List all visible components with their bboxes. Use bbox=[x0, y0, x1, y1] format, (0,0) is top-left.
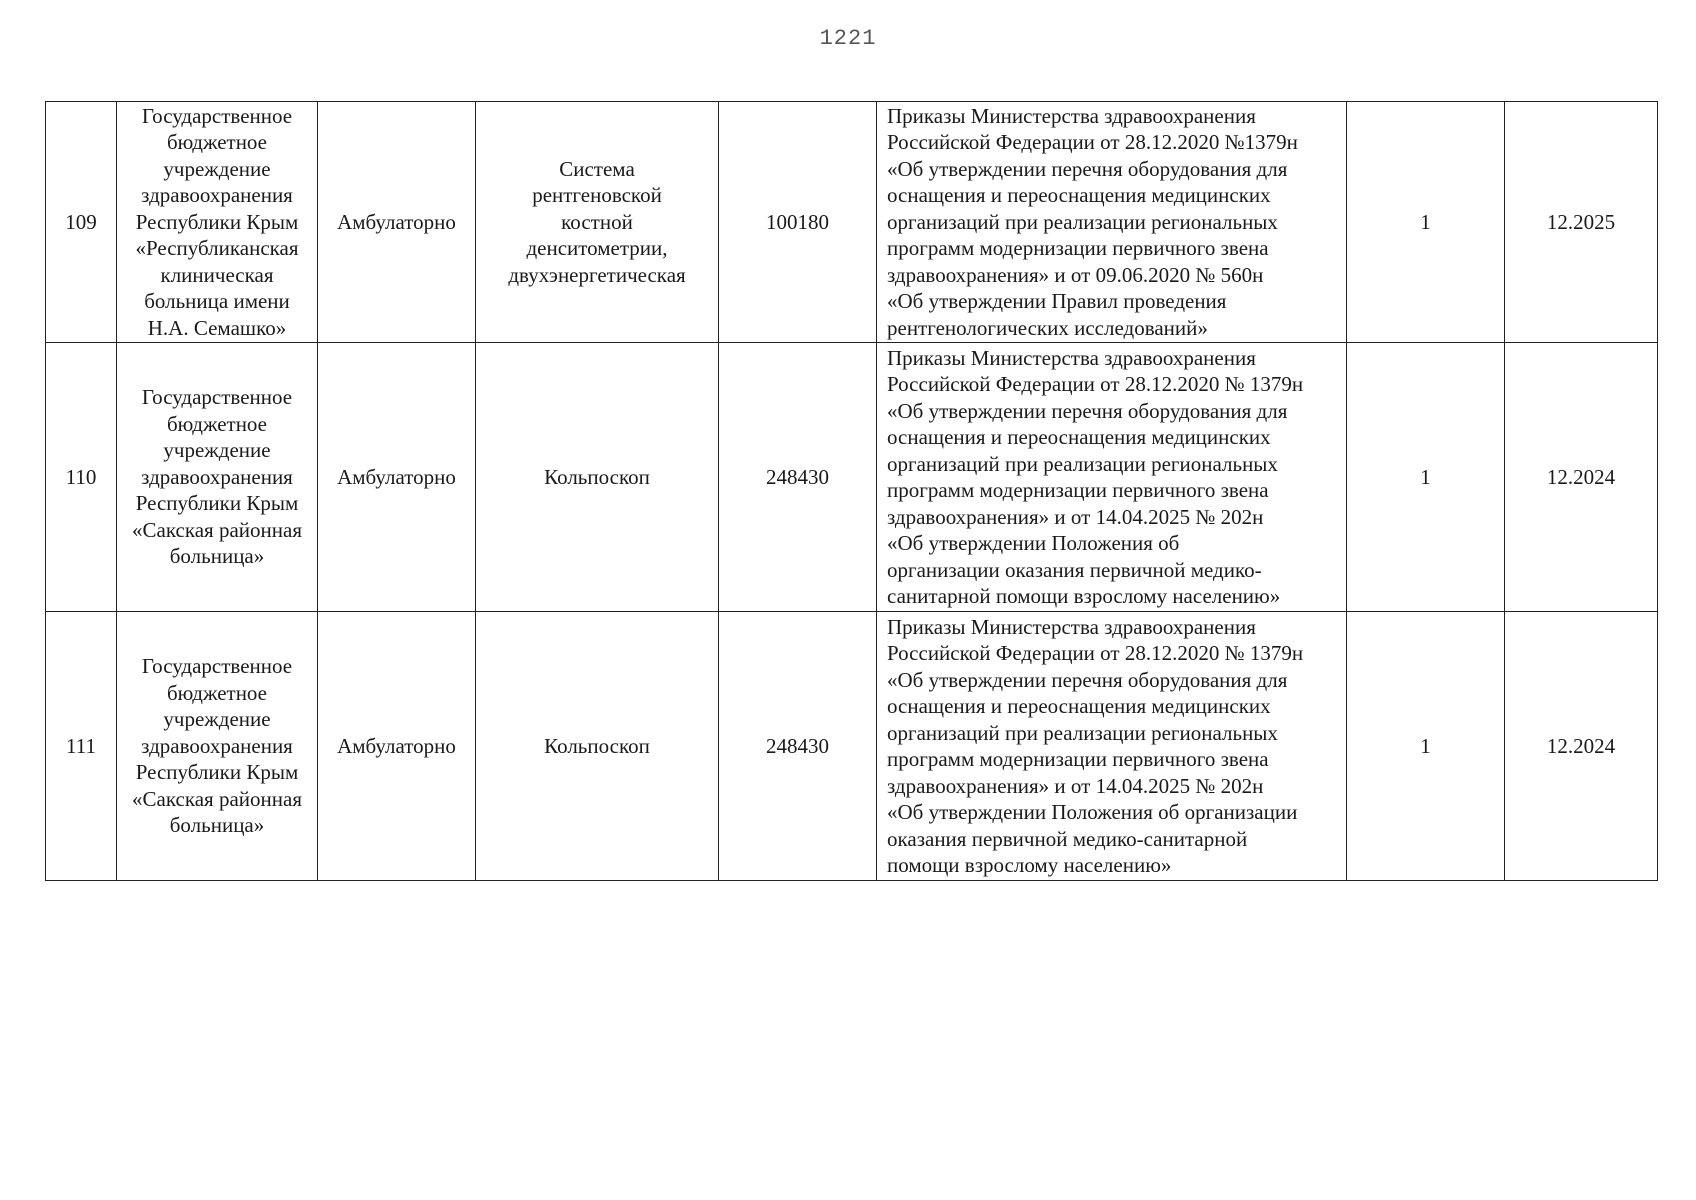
care-condition: Амбулаторно bbox=[318, 612, 476, 881]
legal-basis: Приказы Министерства здравоохранения Российской Федерации от 28.12.2020 №1379н «Об утверждении перечня оборудования для оснащения и переоснащения медицинских организаций при реализации региональных программ модернизации первичного звена здравоохранения» и от 09.06.2020 № 560н «Об утверждении Правил проведения рентгенологических исследований» bbox=[877, 102, 1347, 343]
equipment-name: Кольпоскоп bbox=[476, 612, 719, 881]
table-row bbox=[46, 102, 1658, 343]
table-row bbox=[46, 343, 1658, 612]
quantity: 1 bbox=[1347, 612, 1505, 881]
equipment-name: Система рентгеновской костной денситометрии, двухэнергетическая bbox=[476, 102, 719, 343]
legal-basis: Приказы Министерства здравоохранения Российской Федерации от 28.12.2020 № 1379н «Об утверждении перечня оборудования для оснащения и переоснащения медицинских организаций при реализации региональных программ модернизации первичного звена здравоохранения» и от 14.04.2025 № 202н «Об утверждении Положения об организации оказания первичной медико-санитарной помощи взрослому населению» bbox=[877, 612, 1347, 881]
equipment-name: Кольпоскоп bbox=[476, 343, 719, 612]
institution-name: Государственное бюджетное учреждение здравоохранения Республики Крым «Сакская районная больница» bbox=[117, 612, 318, 881]
row-number: 110 bbox=[46, 343, 117, 612]
page-number: 1221 bbox=[819, 26, 877, 51]
delivery-date: 12.2024 bbox=[1505, 343, 1658, 612]
quantity: 1 bbox=[1347, 102, 1505, 343]
equipment-code: 100180 bbox=[719, 102, 877, 343]
row-number: 111 bbox=[46, 612, 117, 881]
care-condition: Амбулаторно bbox=[318, 102, 476, 343]
equipment-register-table bbox=[45, 101, 1658, 881]
row-number: 109 bbox=[46, 102, 117, 343]
care-condition: Амбулаторно bbox=[318, 343, 476, 612]
equipment-code: 248430 bbox=[719, 343, 877, 612]
table-row bbox=[46, 612, 1658, 881]
delivery-date: 12.2025 bbox=[1505, 102, 1658, 343]
delivery-date: 12.2024 bbox=[1505, 612, 1658, 881]
equipment-code: 248430 bbox=[719, 612, 877, 881]
institution-name: Государственное бюджетное учреждение здравоохранения Республики Крым «Республиканская клиническая больница имени Н.А. Семашко» bbox=[117, 102, 318, 343]
institution-name: Государственное бюджетное учреждение здравоохранения Республики Крым «Сакская районная больница» bbox=[117, 343, 318, 612]
quantity: 1 bbox=[1347, 343, 1505, 612]
legal-basis: Приказы Министерства здравоохранения Российской Федерации от 28.12.2020 № 1379н «Об утверждении перечня оборудования для оснащения и переоснащения медицинских организаций при реализации региональных программ модернизации первичного звена здравоохранения» и от 14.04.2025 № 202н «Об утверждении Положения об организации оказания первичной медико- санитарной помощи взрослому населению» bbox=[877, 343, 1347, 612]
